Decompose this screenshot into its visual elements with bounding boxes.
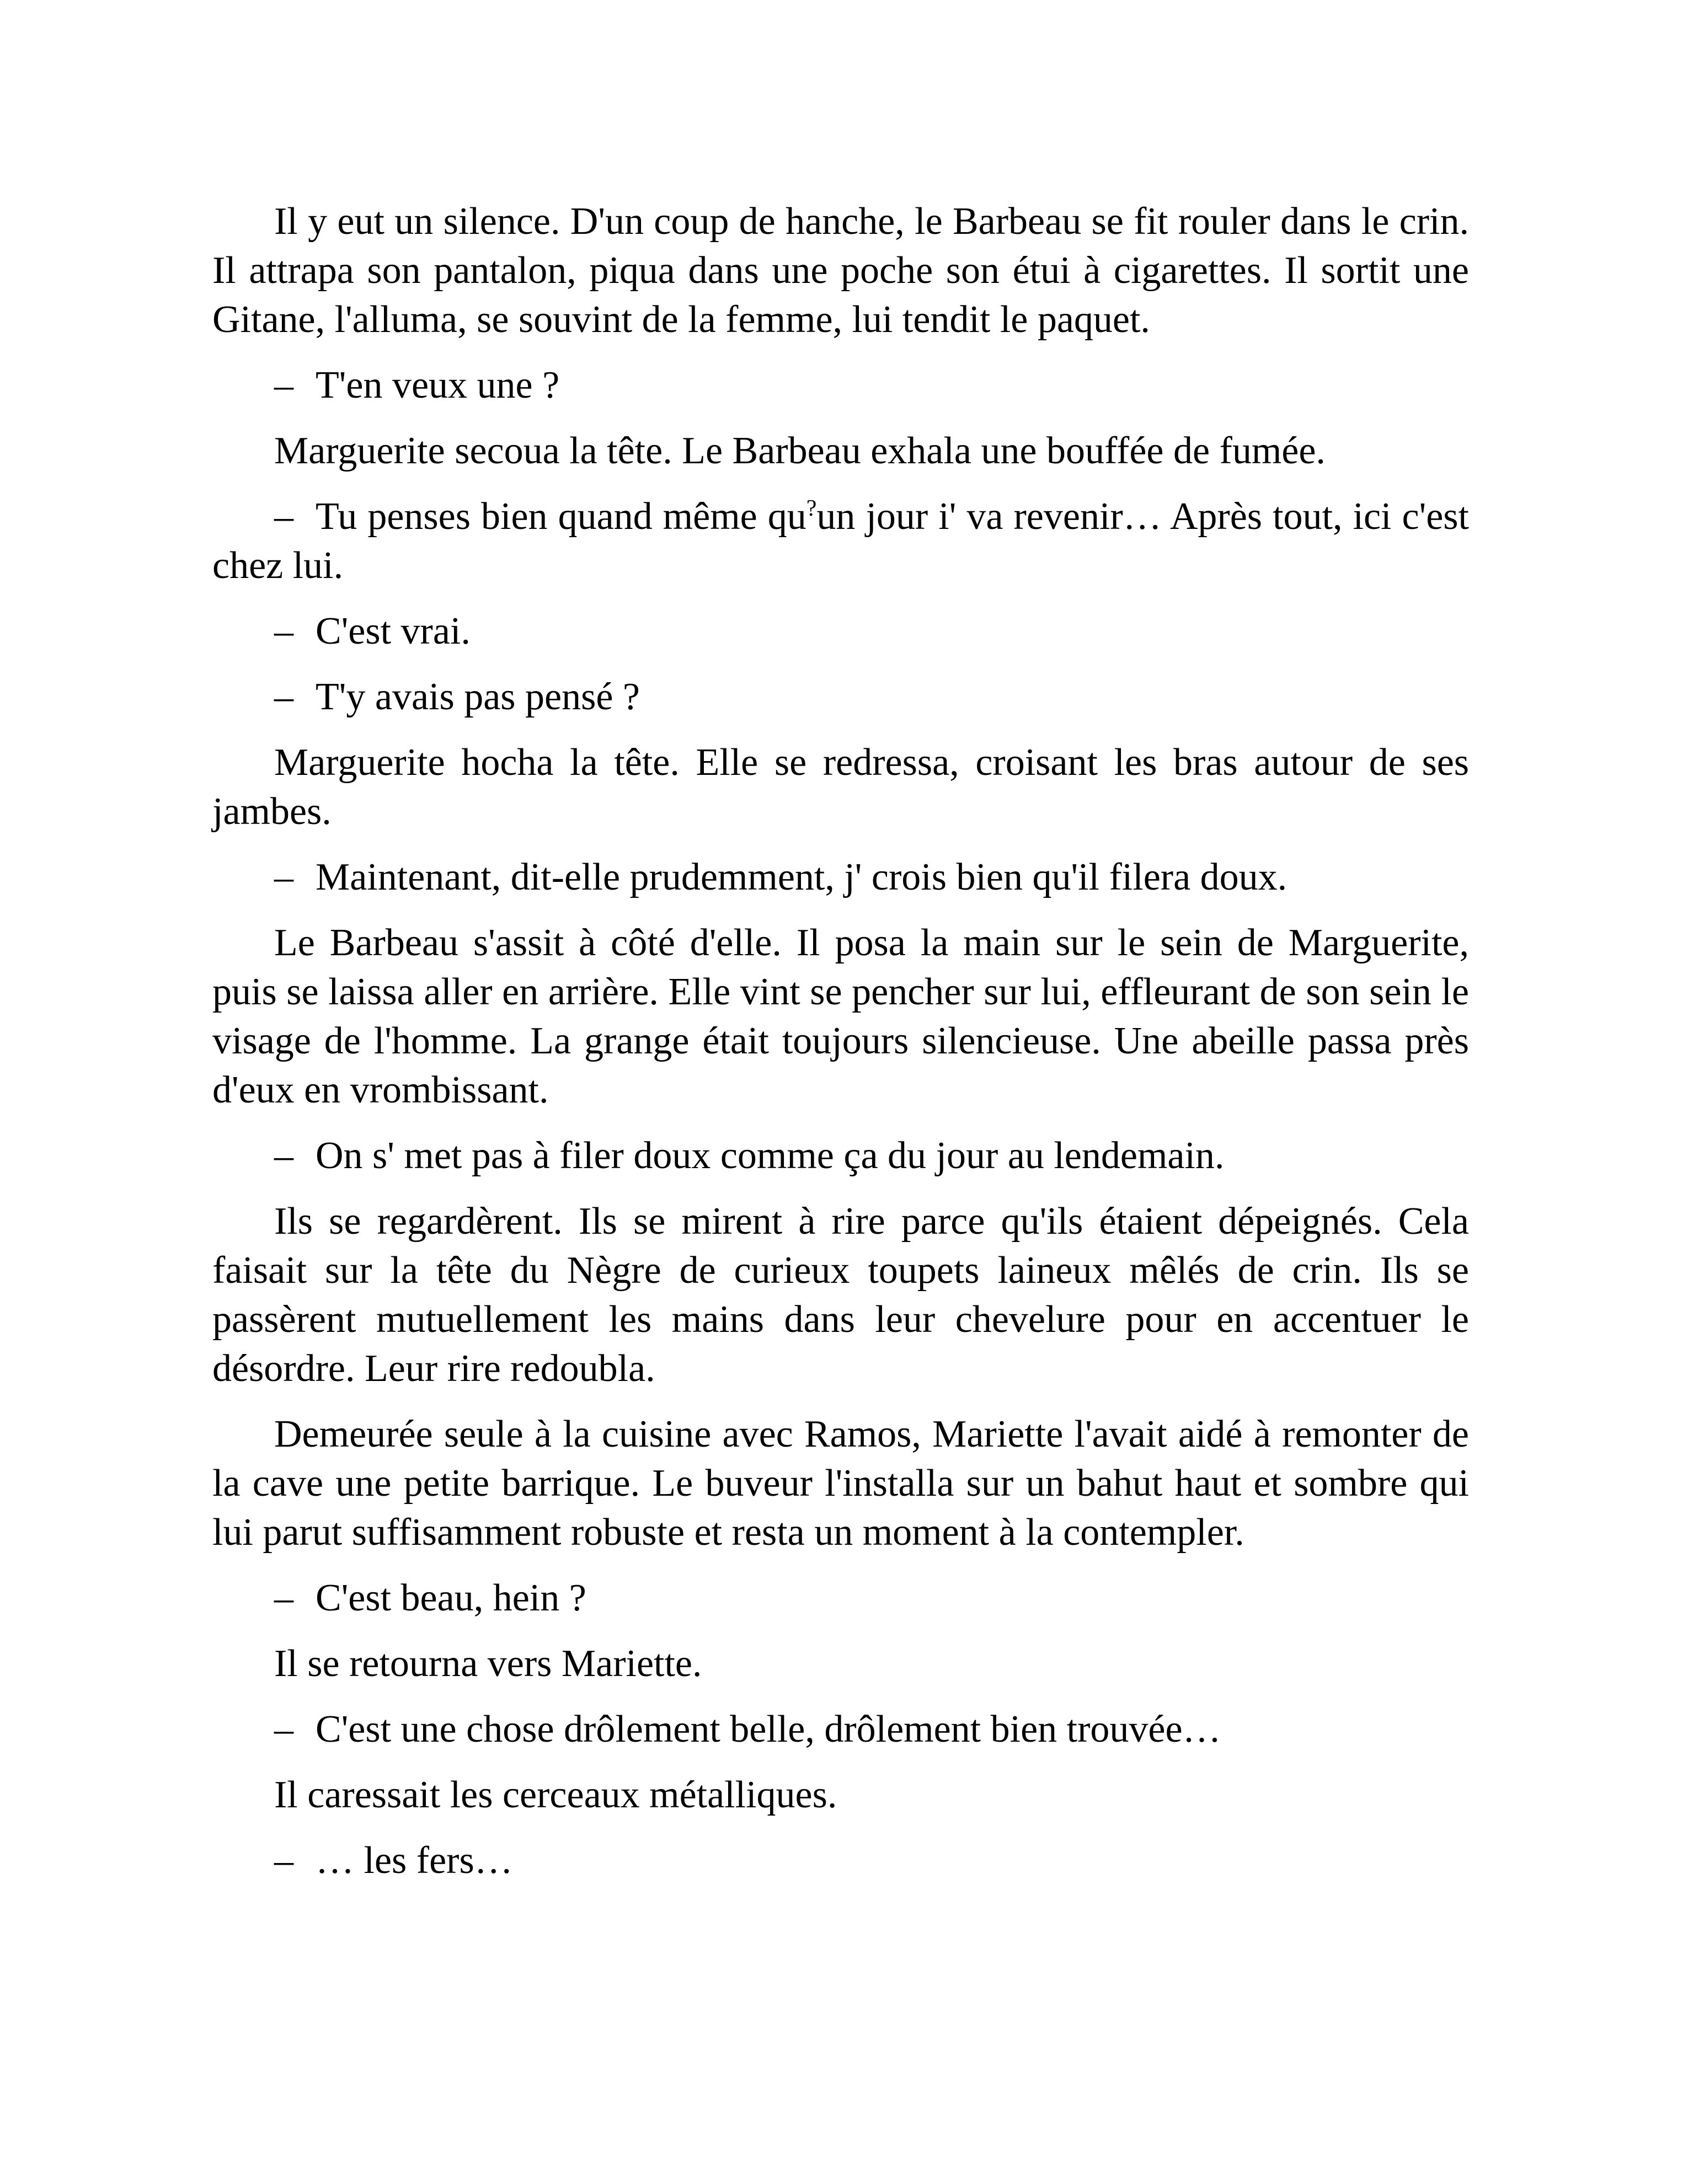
dialogue-line	[212, 1131, 1469, 1180]
dialogue-text: T'y avais pas pensé ?	[316, 676, 640, 718]
dialogue-text-start: Tu penses bien quand même qu	[316, 495, 806, 538]
paragraph: Demeurée seule à la cuisine avec Ramos, Mariette l'avait aidé à remonter de la cave une petite barrique. Le buveur l'installa sur un bahut haut et sombre qui lui parut suffisamment robuste et resta un moment à la contempler.	[212, 1413, 1469, 1554]
dialogue-text: … les fers…	[316, 1839, 513, 1882]
dialogue-line	[212, 607, 1469, 656]
paragraph: Ils se regardèrent. Ils se mirent à rire parce qu'ils étaient dépeignés. Cela faisait sur la tête du Nègre de curieux toupets laineux mêlés de crin. Ils se passèrent mutuellement les mains dans leur chevelure pour en accentuer le désordre. Leur rire redoubla.	[212, 1200, 1469, 1390]
dialogue-dash: –	[274, 610, 293, 652]
dialogue-text: T'en veux une ?	[316, 364, 560, 406]
dialogue-line	[212, 1705, 1469, 1754]
dialogue-dash: –	[274, 495, 293, 538]
dialogue-line	[212, 1836, 1469, 1885]
dialogue-text: C'est une chose drôlement belle, drôlement bien trouvée…	[316, 1708, 1221, 1751]
dialogue-line	[212, 672, 1469, 721]
dialogue-dash: –	[274, 676, 293, 718]
text-body	[212, 197, 1469, 1902]
dialogue-text: Maintenant, dit-elle prudemment, j' crois bien qu'il filera doux.	[316, 856, 1288, 898]
dialogue-text: C'est beau, hein ?	[316, 1577, 586, 1619]
dialogue-line	[212, 853, 1469, 902]
dialogue-dash: –	[274, 1839, 293, 1882]
paragraph: Le Barbeau s'assit à côté d'elle. Il posa la main sur le sein de Marguerite, puis se laissa aller en arrière. Elle vint se pencher sur lui, effleurant de son sein le visage de l'homme. La grange était toujours silencieuse. Une abeille passa près d'eux en vrombissant.	[212, 922, 1469, 1111]
dialogue-dash: –	[274, 1134, 293, 1177]
dialogue-dash: –	[274, 1577, 293, 1619]
dialogue-line	[212, 492, 1469, 590]
dialogue-line	[212, 1573, 1469, 1623]
dialogue-dash: –	[274, 364, 293, 406]
dialogue-text-end: un jour i' va revenir… Après tout, ici c'est chez lui.	[212, 495, 1469, 587]
paragraph: Il caressait les cerceaux métalliques.	[274, 1774, 837, 1816]
paragraph: Il se retourna vers Mariette.	[274, 1642, 702, 1685]
paragraph: Marguerite secoua la tête. Le Barbeau exhala une bouffée de fumée.	[274, 430, 1326, 472]
dialogue-dash: –	[274, 1708, 293, 1751]
paragraph: Il y eut un silence. D'un coup de hanche, le Barbeau se fit rouler dans le crin. Il attrapa son pantalon, piqua dans une poche son étui à cigarettes. Il sortit une Gitane, l'alluma, se souvint de la femme, lui tendit le paquet.	[212, 200, 1469, 341]
dialogue-line	[212, 361, 1469, 410]
dialogue-dash: –	[274, 856, 293, 898]
dialogue-text: On s' met pas à filer doux comme ça du jour au lendemain.	[316, 1134, 1225, 1177]
paragraph: Marguerite hocha la tête. Elle se redressa, croisant les bras autour de ses jambes.	[212, 741, 1469, 833]
misprint-question-mark: ?	[806, 496, 817, 521]
dialogue-text: C'est vrai.	[316, 610, 471, 652]
